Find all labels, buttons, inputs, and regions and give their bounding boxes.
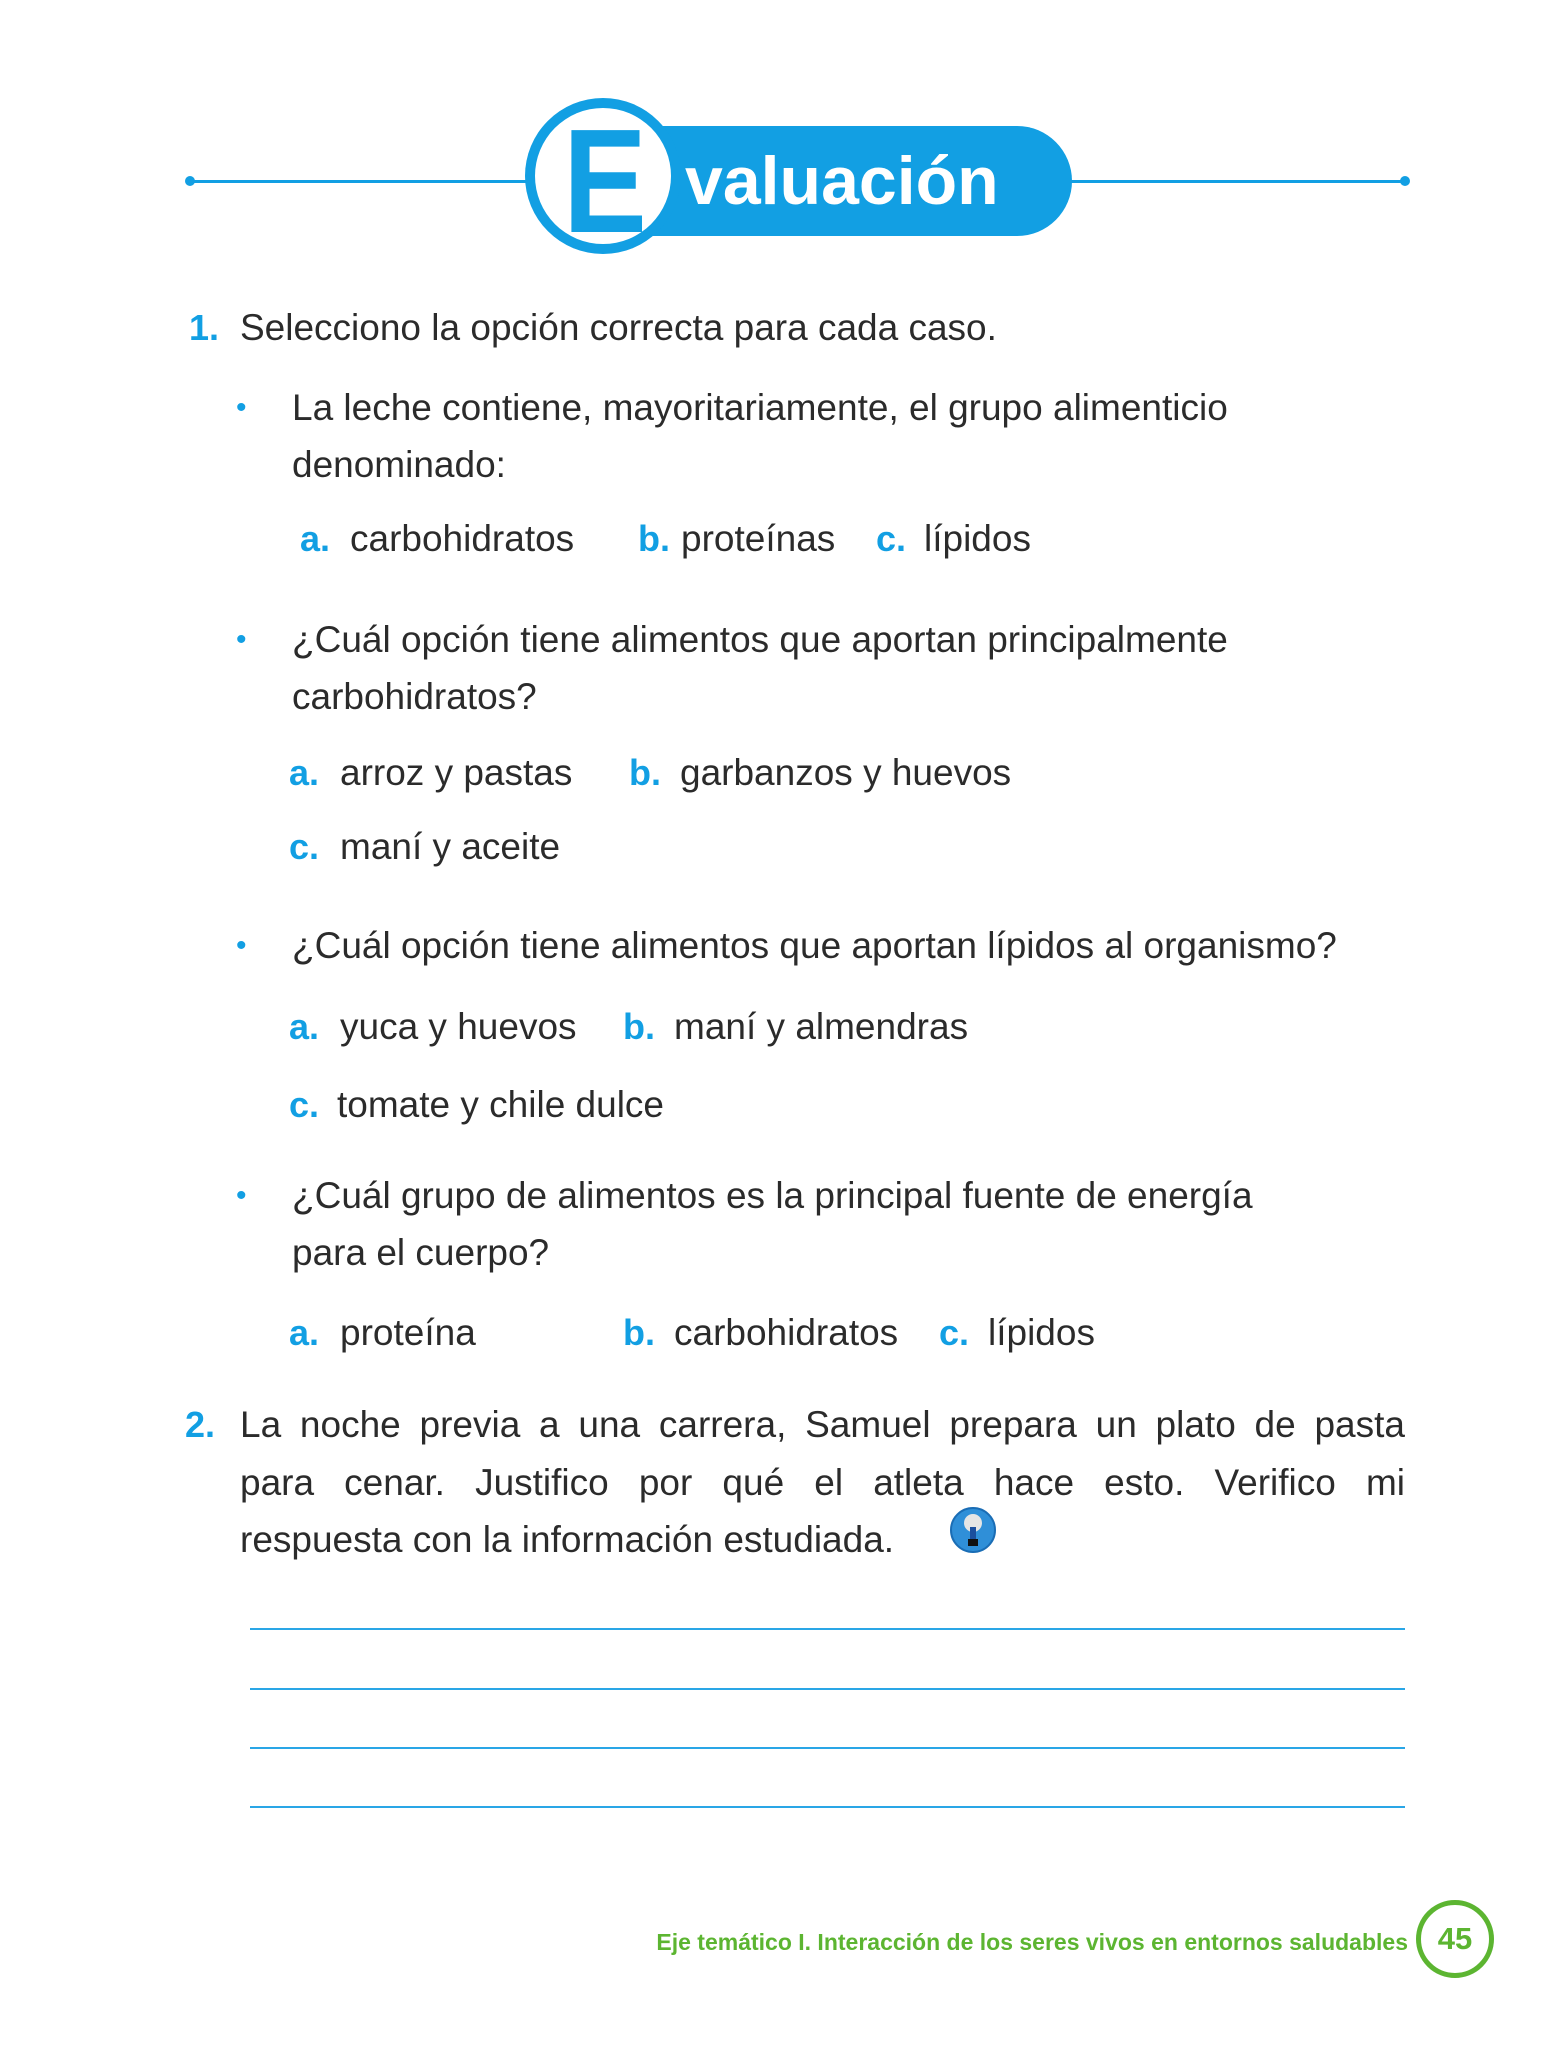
item-text: carbohidratos? [292, 676, 537, 717]
option-label: c. [876, 518, 907, 559]
option-label: a. [289, 752, 320, 793]
item-text: ¿Cuál opción tiene alimentos que aportan lípidos al organismo? [292, 925, 1337, 966]
title-initial: E [563, 99, 647, 264]
option-label: c. [939, 1312, 970, 1353]
rule-end-dot [1400, 176, 1410, 186]
question-text-line: La noche previa a una carrera, Samuel prepara un plato de pasta [240, 1404, 1405, 1445]
option-text[interactable]: maní y aceite [340, 826, 561, 867]
option-text[interactable]: proteínas [681, 518, 836, 559]
option-text[interactable]: proteína [340, 1312, 476, 1353]
option-text[interactable]: carbohidratos [350, 518, 575, 559]
question-number: 2. [185, 1404, 216, 1445]
answer-line[interactable] [250, 1806, 1405, 1808]
item-text: denominado: [292, 444, 506, 485]
option-label: a. [289, 1006, 320, 1047]
lightbulb-icon [950, 1507, 996, 1553]
bullet: • [236, 929, 247, 962]
question-prompt: Selecciono la opción correcta para cada caso. [240, 307, 997, 348]
option-text[interactable]: maní y almendras [674, 1006, 969, 1047]
option-label: a. [300, 518, 331, 559]
option-label: c. [289, 1084, 320, 1125]
question-number: 1. [189, 307, 220, 348]
option-label: b. [623, 1312, 655, 1353]
question-text-line: para cenar. Justifico por qué el atleta hace esto. Verifico mi [240, 1462, 1405, 1503]
bullet: • [236, 623, 247, 656]
option-text[interactable]: tomate y chile dulce [337, 1084, 665, 1125]
option-text[interactable]: carbohidratos [674, 1312, 899, 1353]
page-number-badge [1416, 1900, 1494, 1978]
option-text[interactable]: lípidos [924, 518, 1031, 559]
item-text: para el cuerpo? [292, 1232, 550, 1273]
option-label: b. [623, 1006, 655, 1047]
footer-text: Eje temático I. Interacción de los seres vivos en entornos saludables [656, 1929, 1408, 1955]
page-title: valuación [685, 143, 999, 219]
option-text[interactable]: garbanzos y huevos [680, 752, 1012, 793]
item-text: ¿Cuál opción tiene alimentos que aportan principalmente [292, 619, 1228, 660]
item-text: La leche contiene, mayoritariamente, el grupo alimenticio [292, 387, 1228, 428]
answer-line[interactable] [250, 1688, 1405, 1690]
question-text-line: respuesta con la información estudiada. [240, 1519, 895, 1560]
bullet: • [236, 391, 247, 424]
bullet: • [236, 1179, 247, 1212]
answer-line[interactable] [250, 1628, 1405, 1630]
item-text: ¿Cuál grupo de alimentos es la principal fuente de energía [292, 1175, 1253, 1216]
page-number: 45 [1437, 1921, 1473, 1956]
option-label: c. [289, 826, 320, 867]
option-text[interactable]: yuca y huevos [340, 1006, 577, 1047]
answer-line[interactable] [250, 1747, 1405, 1749]
option-text[interactable]: lípidos [988, 1312, 1095, 1353]
option-label: b. [638, 518, 670, 559]
option-label: b. [629, 752, 661, 793]
option-label: a. [289, 1312, 320, 1353]
rule-end-dot [185, 176, 195, 186]
option-text[interactable]: arroz y pastas [340, 752, 573, 793]
